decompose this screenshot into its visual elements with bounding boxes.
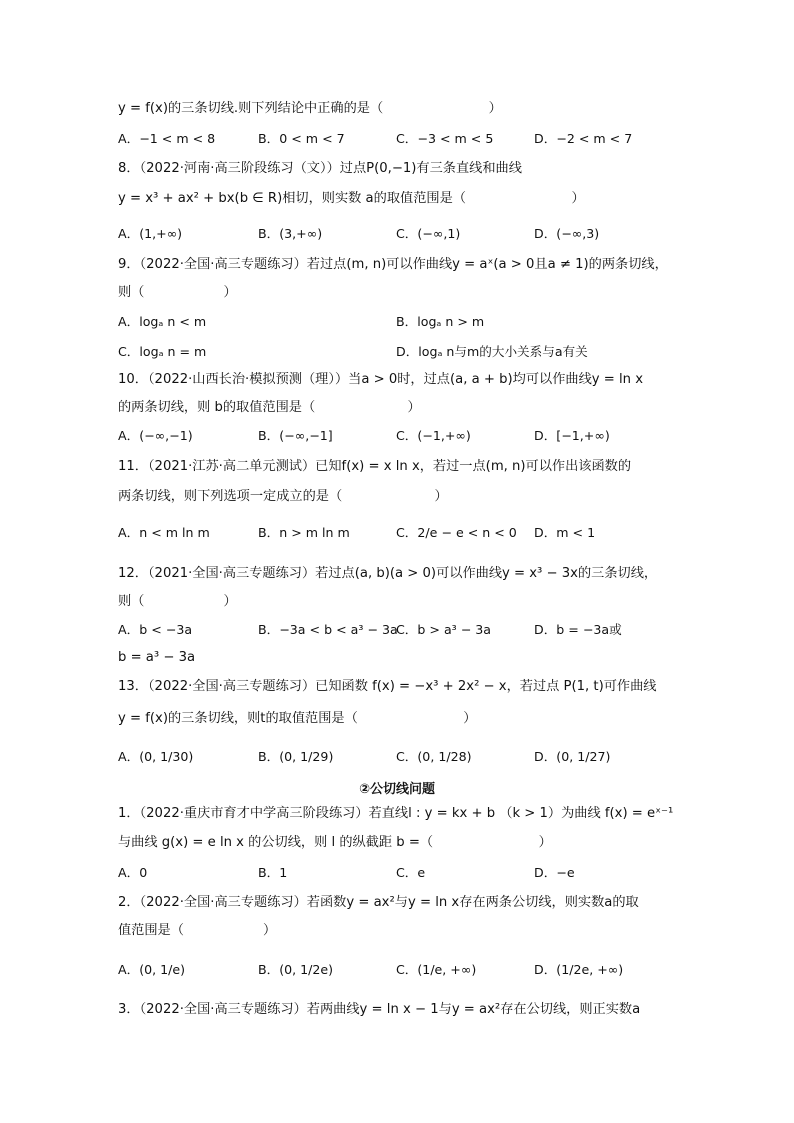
q11-stem-line1: 11．（2021·江苏·高二单元测试）已知f(x) = x ln x，若过一点(m, n)可以作出该函数的 — [118, 459, 632, 474]
q13-options — [118, 748, 688, 766]
q11-option-a: A．n < m ln m — [118, 525, 210, 540]
q10-option-a: A．(−∞,−1) — [118, 428, 193, 443]
q7-stem-tail: y = f(x)的三条切线.则下列结论中正确的是（ ） — [118, 101, 502, 116]
q9-option-b: B．logₐ n > m — [396, 314, 485, 329]
q12-option-d-continued: b = a³ − 3a — [118, 650, 196, 665]
ct2-option-a: A．(0, 1/e) — [118, 962, 186, 977]
q9-option-d: D．logₐ n与m的大小关系与a有关 — [396, 344, 588, 359]
q13-option-b: B．(0, 1/29) — [258, 749, 334, 764]
q8-option-b: B．(3,+∞) — [258, 226, 323, 241]
ct2-stem-line2: 值范围是（ ） — [118, 923, 277, 938]
ct1-option-b: B．1 — [258, 865, 288, 880]
q12-option-b: B．−3a < b < a³ − 3a — [258, 622, 398, 637]
q12-stem-line1: 12．（2021·全国·高三专题练习）若过点(a, b)(a > 0)可以作曲线y = x³ − 3x的三条切线， — [118, 566, 658, 581]
ct1-stem-line2: 与曲线 g(x) = e ln x 的公切线，则 l 的纵截距 b =（ ） — [118, 835, 552, 850]
q8-option-d: D．(−∞,3) — [534, 226, 600, 241]
q11-options — [118, 524, 688, 542]
ct1-option-a: A．0 — [118, 865, 148, 880]
q9-stem-line1: 9．（2022·全国·高三专题练习）若过点(m, n)可以作曲线y = aˣ(a > 0且a ≠ 1)的两条切线， — [118, 257, 668, 272]
q12-option-a: A．b < −3a — [118, 622, 193, 637]
q12-option-c: C．b > a³ − 3a — [396, 622, 491, 637]
q10-option-b: B．(−∞,−1] — [258, 428, 333, 443]
ct2-option-b: B．(0, 1/2e) — [258, 962, 334, 977]
ct1-option-d: D．−e — [534, 865, 575, 880]
q9-option-a: A．logₐ n < m — [118, 314, 207, 329]
q7-options — [118, 130, 688, 148]
q8-stem-line1: 8．（2022·河南·高三阶段练习（文））过点P(0,−1)有三条直线和曲线 — [118, 161, 522, 176]
q13-option-d: D．(0, 1/27) — [534, 749, 611, 764]
q13-option-c: C．(0, 1/28) — [396, 749, 472, 764]
q9-option-c: C．logₐ n = m — [118, 344, 207, 359]
q12-options — [118, 621, 688, 639]
q7-option-c: C．−3 < m < 5 — [396, 131, 494, 146]
q12-stem-line2: 则（ ） — [118, 594, 237, 609]
q8-options — [118, 225, 688, 243]
q7-option-d: D．−2 < m < 7 — [534, 131, 633, 146]
q10-option-c: C．(−1,+∞) — [396, 428, 471, 443]
section-title: ②公切线问题 — [358, 782, 435, 797]
ct2-option-c: C．(1/e, +∞) — [396, 962, 477, 977]
q8-option-a: A．(1,+∞) — [118, 226, 183, 241]
q7-option-a: A．−1 < m < 8 — [118, 131, 216, 146]
q8-stem-line2: y = x³ + ax² + bx(b ∈ R)相切，则实数 a的取值范围是（ ） — [118, 191, 585, 206]
q9-stem-line2: 则（ ） — [118, 285, 237, 300]
q10-stem-line2: 的两条切线，则 b的取值范围是（ ） — [118, 400, 421, 415]
q9-options-row1 — [118, 313, 688, 331]
q11-option-d: D．m < 1 — [534, 525, 596, 540]
q11-option-b: B．n > m ln m — [258, 525, 350, 540]
ct2-option-d: D．(1/2e, +∞) — [534, 962, 624, 977]
q7-option-b: B．0 < m < 7 — [258, 131, 345, 146]
q12-option-d: D．b = −3a或 — [534, 622, 622, 637]
ct1-option-c: C．e — [396, 865, 426, 880]
q11-option-c: C．2/e − e < n < 0 — [396, 525, 517, 540]
ct2-stem-line1: 2．（2022·全国·高三专题练习）若函数y = ax²与y = ln x存在两条公切线，则实数a的取 — [118, 895, 639, 910]
q13-stem-line2: y = f(x)的三条切线，则t的取值范围是（ ） — [118, 711, 477, 726]
q11-stem-line2: 两条切线，则下列选项一定成立的是（ ） — [118, 489, 448, 504]
q9-options-row2 — [118, 343, 688, 361]
ct1-options — [118, 864, 688, 882]
q10-stem-line1: 10．（2022·山西长治·模拟预测（理））当a > 0时，过点(a, a + b)均可以作曲线y = ln x — [118, 372, 644, 387]
ct3-stem-line1: 3．（2022·全国·高三专题练习）若两曲线y = ln x − 1与y = ax²存在公切线，则正实数a — [118, 1002, 641, 1017]
ct2-options — [118, 961, 688, 979]
q10-options — [118, 427, 688, 445]
q8-option-c: C．(−∞,1) — [396, 226, 461, 241]
q13-option-a: A．(0, 1/30) — [118, 749, 194, 764]
ct1-stem-line1: 1．（2022·重庆市育才中学高三阶段练习）若直线l : y = kx + b （k > 1）为曲线 f(x) = eˣ⁻¹ — [118, 806, 674, 821]
q10-option-d: D．[−1,+∞) — [534, 428, 610, 443]
q13-stem-line1: 13．（2022·全国·高三专题练习）已知函数 f(x) = −x³ + 2x² − x，若过点 P(1, t)可作曲线 — [118, 679, 657, 694]
